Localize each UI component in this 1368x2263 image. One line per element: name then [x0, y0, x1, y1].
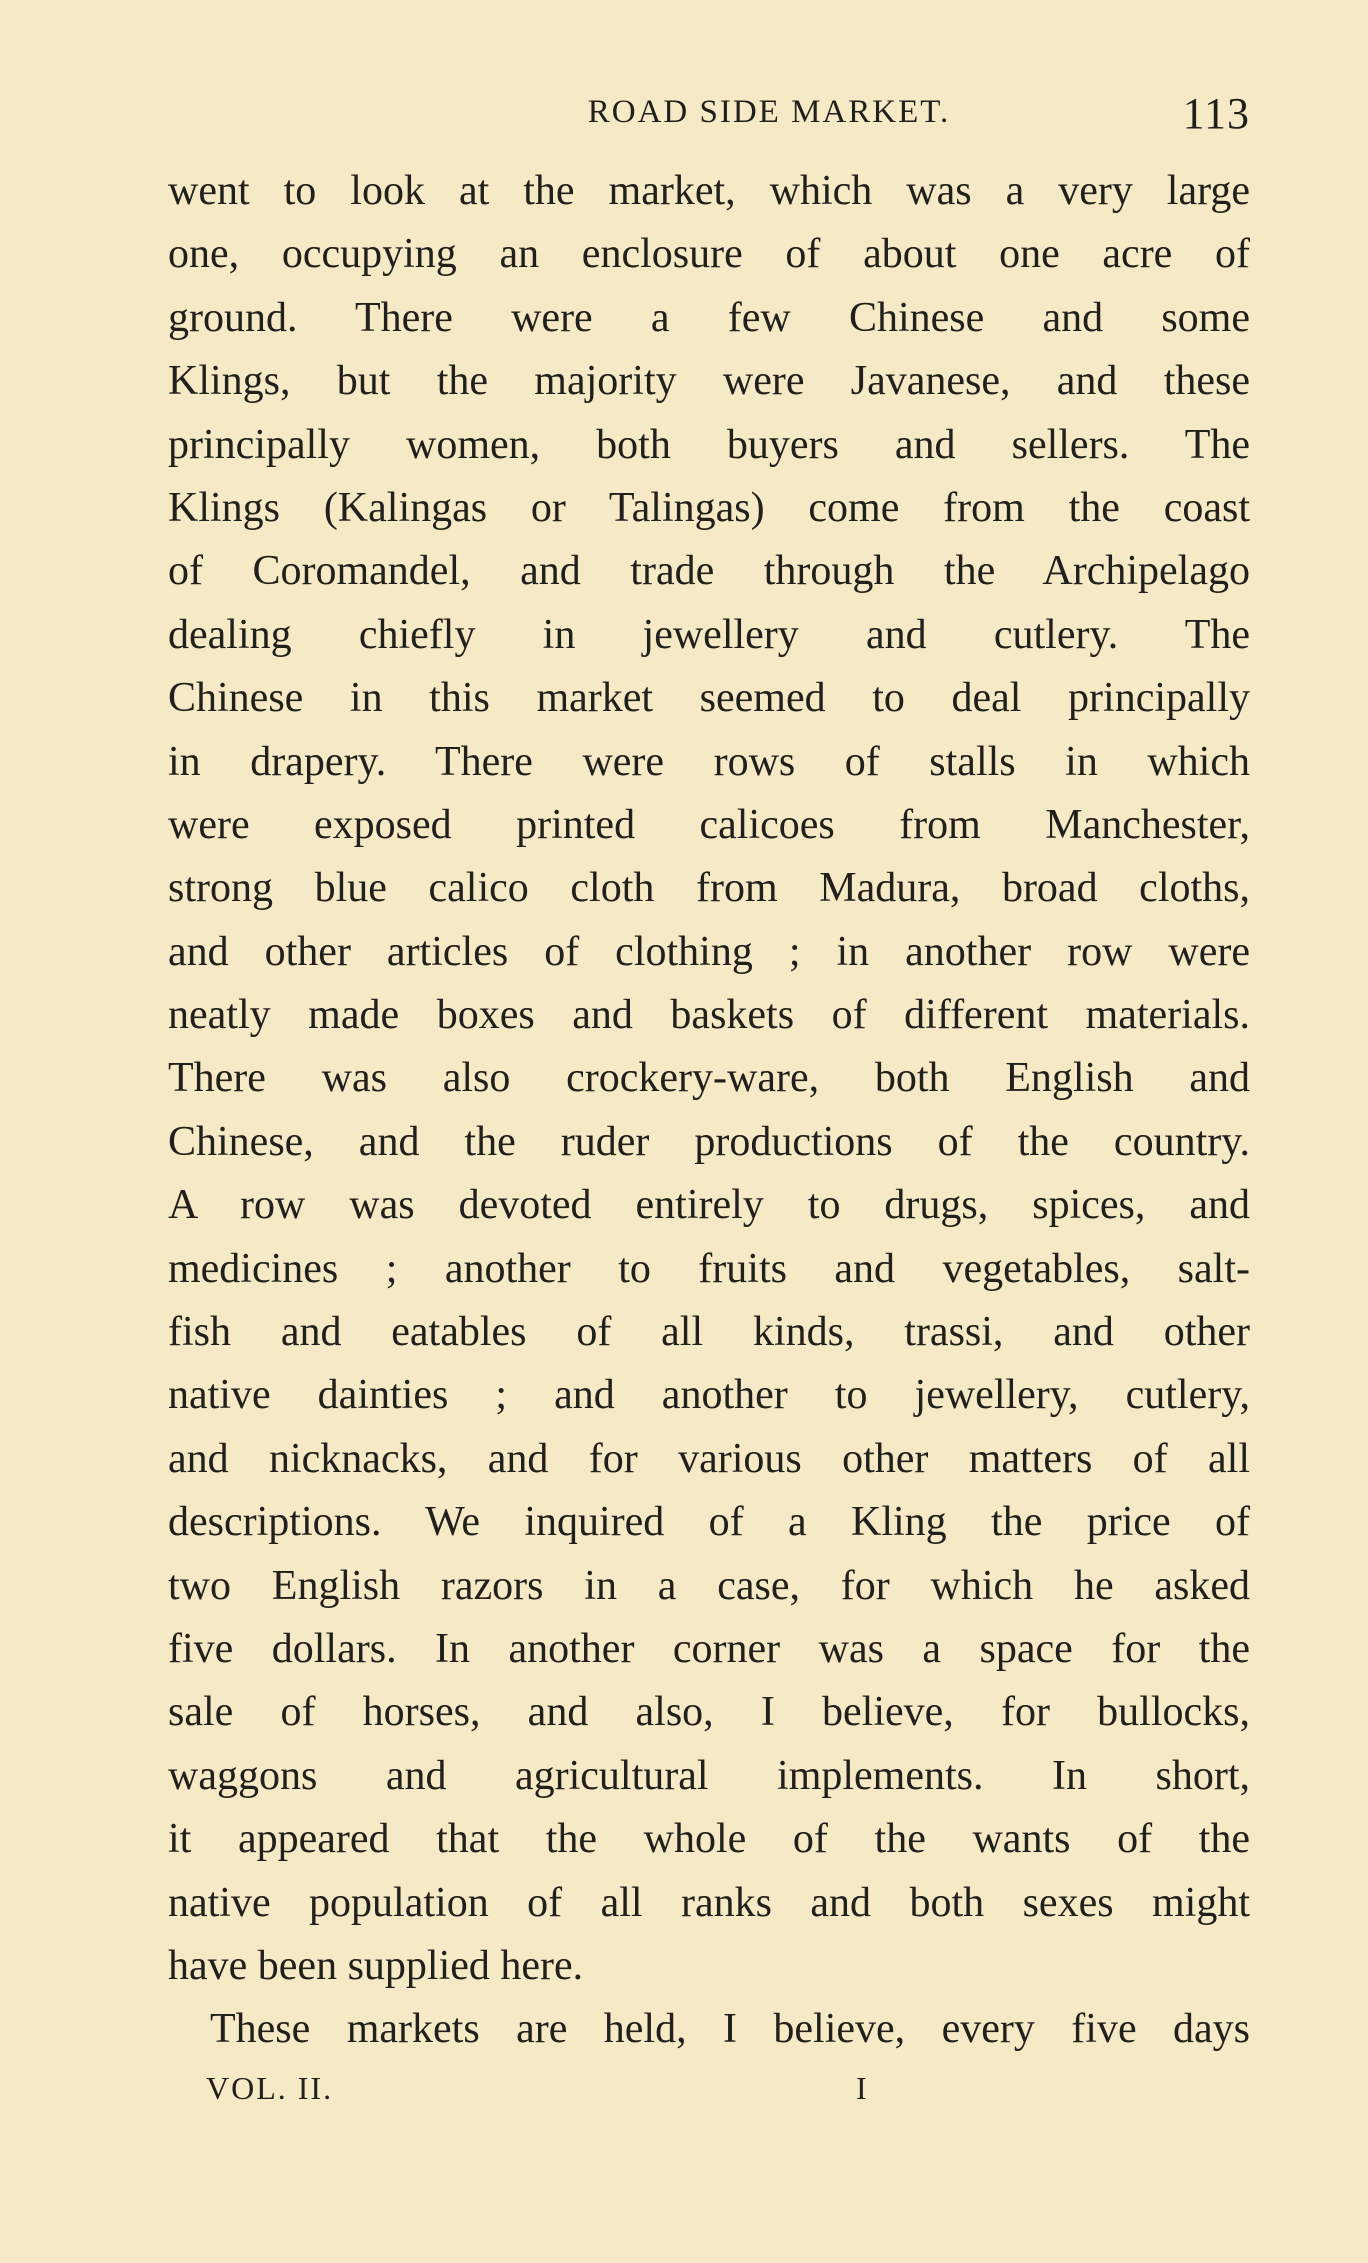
text-line: dealing chiefly in jewellery and cutlery. The — [168, 611, 1250, 658]
text-line: two English razors in a case, for which he asked — [168, 1562, 1250, 1609]
text-line: waggons and agricultural implements. In short, — [168, 1752, 1250, 1799]
text-line: and other articles of clothing ; in another row were — [168, 928, 1250, 975]
page-footer — [206, 2070, 906, 2120]
volume-label: VOL. II. — [206, 2070, 334, 2106]
text-line: native population of all ranks and both sexes might — [168, 1879, 1250, 1926]
text-line: native dainties ; and another to jewellery, cutlery, — [168, 1372, 1250, 1419]
text-line: medicines ; another to fruits and vegetables, salt- — [168, 1245, 1250, 1292]
text-line: Klings, but the majority were Javanese, and these — [168, 358, 1250, 405]
text-line: descriptions. We inquired of a Kling the price of — [168, 1499, 1250, 1546]
text-line: one, occupying an enclosure of about one acre of — [168, 231, 1250, 278]
text-line: A row was devoted entirely to drugs, spices, and — [168, 1182, 1250, 1229]
text-line: Klings (Kalingas or Talingas) come from the coast — [168, 484, 1250, 531]
body-text — [168, 160, 1250, 2062]
text-line: of Coromandel, and trade through the Archipelago — [168, 548, 1250, 595]
running-head — [168, 88, 1250, 148]
page-number: 113 — [1182, 89, 1250, 138]
text-line: five dollars. In another corner was a space for the — [168, 1625, 1250, 1672]
text-line: Chinese in this market seemed to deal principally — [168, 675, 1250, 722]
signature-mark: I — [856, 2070, 869, 2106]
text-line: were exposed printed calicoes from Manchester, — [168, 801, 1250, 848]
text-line: ground. There were a few Chinese and some — [168, 294, 1250, 341]
text-line: and nicknacks, and for various other matters of all — [168, 1435, 1250, 1482]
text-line: Chinese, and the ruder productions of the country. — [168, 1118, 1250, 1165]
paragraph-start-line: These markets are held, I believe, every five days — [210, 2006, 1250, 2053]
text-line: went to look at the market, which was a very large — [168, 168, 1250, 214]
running-title: ROAD SIDE MARKET. — [587, 94, 951, 130]
paragraph-end-line: have been supplied here. — [168, 1942, 584, 1989]
text-line: principally women, both buyers and sellers. The — [168, 421, 1250, 468]
text-line: it appeared that the whole of the wants of the — [168, 1816, 1250, 1863]
text-line: in drapery. There were rows of stalls in which — [168, 738, 1250, 785]
text-line: strong blue calico cloth from Madura, broad cloths, — [168, 865, 1250, 912]
text-line: There was also crockery-ware, both English and — [168, 1055, 1250, 1102]
text-line: sale of horses, and also, I believe, for bullocks, — [168, 1689, 1250, 1736]
text-line: fish and eatables of all kinds, trassi, and other — [168, 1309, 1250, 1356]
text-line: neatly made boxes and baskets of different materials. — [168, 992, 1250, 1039]
